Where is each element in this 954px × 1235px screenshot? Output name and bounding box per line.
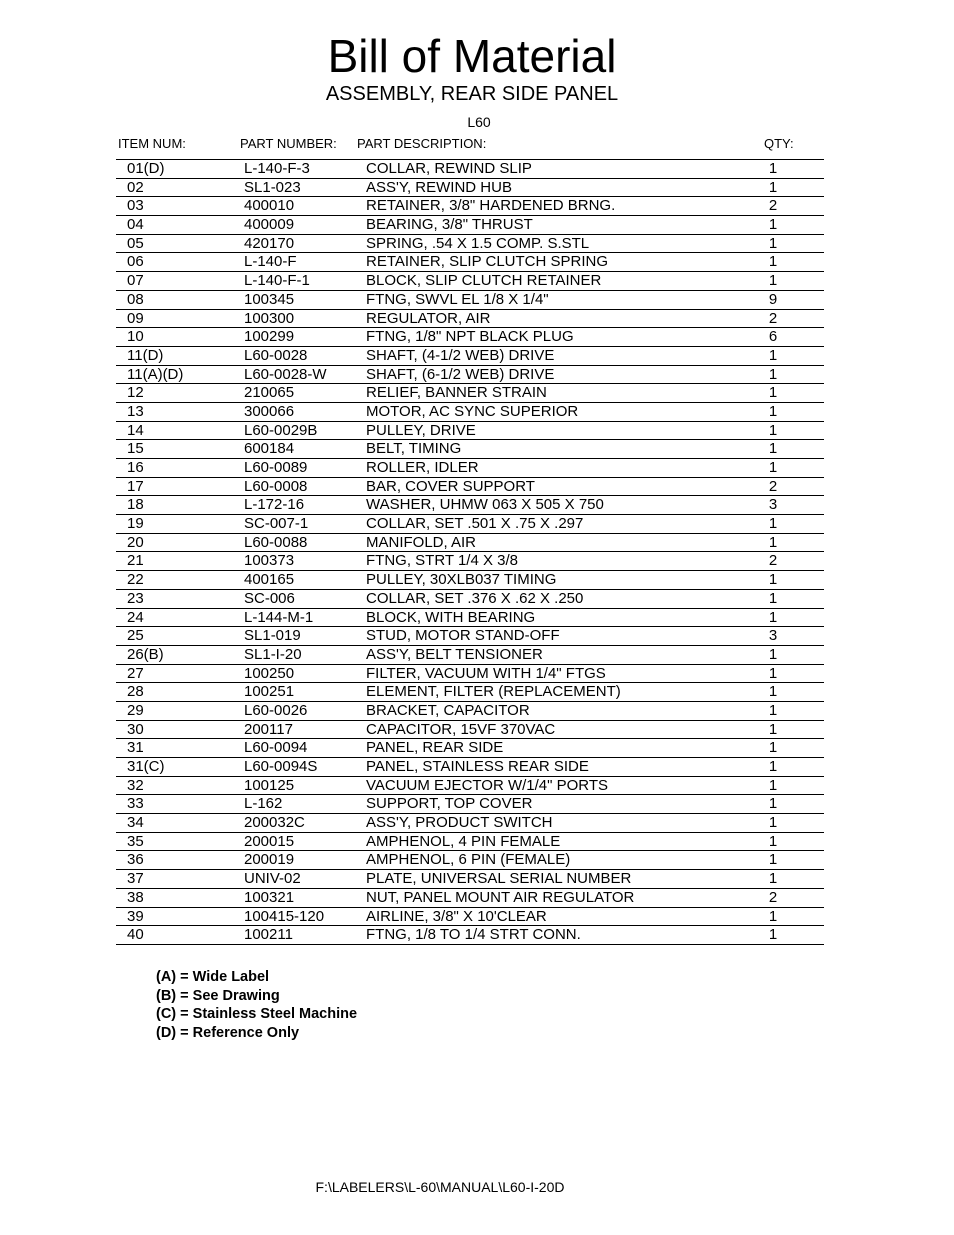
part-number-cell: 100211 bbox=[244, 926, 293, 944]
qty-cell: 1 bbox=[768, 440, 778, 458]
part-description-cell: PULLEY, DRIVE bbox=[366, 421, 476, 439]
qty-cell: 1 bbox=[768, 683, 778, 701]
item-num-cell: 22 bbox=[127, 571, 144, 589]
table-row bbox=[116, 403, 824, 422]
qty-cell: 2 bbox=[768, 197, 778, 215]
part-number-cell: L-172-16 bbox=[244, 496, 305, 514]
part-description-cell: NUT, PANEL MOUNT AIR REGULATOR bbox=[366, 888, 635, 906]
qty-cell: 1 bbox=[768, 664, 778, 682]
qty-cell: 1 bbox=[768, 234, 778, 252]
qty-cell: 1 bbox=[768, 515, 778, 533]
item-num-cell: 28 bbox=[127, 683, 144, 701]
table-row bbox=[116, 384, 824, 403]
part-description-cell: SHAFT, (6-1/2 WEB) DRIVE bbox=[366, 365, 555, 383]
part-description-cell: SHAFT, (4-1/2 WEB) DRIVE bbox=[366, 346, 555, 364]
part-description-cell: BLOCK, WITH BEARING bbox=[366, 608, 536, 626]
part-number-cell: L60-0028 bbox=[244, 346, 308, 364]
part-description-cell: BRACKET, CAPACITOR bbox=[366, 701, 530, 719]
part-number-cell: 100251 bbox=[244, 683, 295, 701]
bom-table bbox=[116, 159, 824, 945]
part-description-cell: ROLLER, IDLER bbox=[366, 459, 479, 476]
item-num-cell: 35 bbox=[127, 832, 144, 850]
table-row bbox=[116, 310, 824, 329]
table-row bbox=[116, 253, 824, 272]
assembly-subtitle: ASSEMBLY, REAR SIDE PANEL bbox=[325, 83, 619, 105]
part-number-cell: L60-0008 bbox=[244, 477, 308, 495]
qty-cell: 2 bbox=[768, 552, 778, 570]
table-row bbox=[116, 478, 824, 497]
item-num-cell: 37 bbox=[127, 870, 144, 888]
qty-cell: 1 bbox=[768, 720, 778, 738]
table-row bbox=[116, 777, 824, 796]
qty-cell: 1 bbox=[768, 926, 778, 944]
qty-cell: 1 bbox=[768, 533, 778, 551]
part-description-cell: MOTOR, AC SYNC SUPERIOR bbox=[366, 402, 579, 420]
part-description-cell: ASS'Y, REWIND HUB bbox=[366, 178, 512, 196]
table-row bbox=[116, 515, 824, 534]
table-row bbox=[116, 758, 824, 777]
part-description-cell: FTNG, STRT 1/4 X 3/8 bbox=[366, 552, 518, 570]
qty-cell: 1 bbox=[768, 421, 778, 439]
part-number-cell: 200019 bbox=[244, 851, 295, 869]
part-number-cell: 100300 bbox=[244, 309, 295, 327]
part-description-cell: ASS'Y, PRODUCT SWITCH bbox=[366, 814, 553, 832]
item-num-cell: 14 bbox=[127, 421, 144, 439]
table-row bbox=[116, 160, 824, 179]
column-header-part-number: PART NUMBER: bbox=[240, 136, 337, 151]
part-description-cell: SUPPORT, TOP COVER bbox=[366, 795, 533, 813]
part-number-cell: SL1-019 bbox=[244, 627, 301, 645]
item-num-cell: 06 bbox=[127, 253, 144, 271]
part-number-cell: 420170 bbox=[244, 234, 295, 252]
item-num-cell: 04 bbox=[127, 216, 144, 234]
part-number-cell: L-140-F-3 bbox=[244, 160, 310, 177]
part-description-cell: FTNG, SWVL EL 1/8 X 1/4" bbox=[366, 290, 549, 308]
part-number-cell: 200117 bbox=[244, 720, 293, 738]
part-number-cell: L60-0094S bbox=[244, 758, 318, 775]
part-description-cell: STUD, MOTOR STAND-OFF bbox=[366, 627, 560, 645]
item-num-cell: 19 bbox=[127, 515, 144, 533]
part-description-cell: FILTER, VACUUM WITH 1/4" FTGS bbox=[366, 664, 606, 682]
table-row bbox=[116, 197, 824, 216]
part-description-cell: RELIEF, BANNER STRAIN bbox=[366, 384, 547, 402]
table-row bbox=[116, 459, 824, 478]
part-number-cell: 100250 bbox=[244, 664, 295, 682]
part-description-cell: SPRING, .54 X 1.5 COMP. S.STL bbox=[366, 234, 590, 252]
item-num-cell: 21 bbox=[127, 552, 144, 570]
item-num-cell: 17 bbox=[127, 477, 144, 495]
part-description-cell: PLATE, UNIVERSAL SERIAL NUMBER bbox=[366, 870, 632, 888]
qty-cell: 1 bbox=[768, 645, 778, 663]
part-number-cell: 200015 bbox=[244, 832, 295, 850]
item-num-cell: 01(D) bbox=[127, 160, 165, 177]
part-number-cell: 210065 bbox=[244, 384, 295, 402]
qty-cell: 2 bbox=[768, 888, 778, 906]
table-row bbox=[116, 646, 824, 665]
qty-cell: 1 bbox=[768, 178, 778, 196]
qty-cell: 1 bbox=[768, 907, 778, 925]
item-num-cell: 03 bbox=[127, 197, 144, 215]
part-number-cell: L60-0094 bbox=[244, 739, 308, 757]
item-num-cell: 15 bbox=[127, 440, 144, 458]
item-num-cell: 18 bbox=[127, 496, 144, 514]
item-num-cell: 12 bbox=[127, 384, 144, 402]
legend-note: (D) = Reference Only bbox=[156, 1024, 300, 1041]
qty-cell: 2 bbox=[768, 309, 778, 327]
qty-cell: 1 bbox=[768, 739, 778, 757]
qty-cell: 1 bbox=[768, 216, 778, 234]
table-row bbox=[116, 739, 824, 758]
item-num-cell: 16 bbox=[127, 459, 144, 476]
part-number-cell: L-140-F bbox=[244, 253, 297, 271]
part-number-cell: SC-007-1 bbox=[244, 515, 309, 533]
part-number-cell: 100373 bbox=[244, 552, 295, 570]
legend-note: (A) = Wide Label bbox=[156, 969, 270, 985]
item-num-cell: 25 bbox=[127, 627, 144, 645]
table-row bbox=[116, 870, 824, 889]
part-description-cell: BELT, TIMING bbox=[366, 440, 462, 458]
table-row bbox=[116, 851, 824, 870]
item-num-cell: 11(D) bbox=[127, 346, 164, 364]
table-row bbox=[116, 590, 824, 609]
part-number-cell: 100415-120 bbox=[244, 907, 325, 925]
table-row bbox=[116, 908, 824, 927]
part-description-cell: ASS'Y, BELT TENSIONER bbox=[366, 645, 543, 663]
part-number-cell: SL1-I-20 bbox=[244, 645, 302, 663]
qty-cell: 1 bbox=[768, 384, 778, 402]
table-row bbox=[116, 347, 824, 366]
item-num-cell: 30 bbox=[127, 720, 144, 738]
table-row bbox=[116, 235, 824, 254]
part-number-cell: 100321 bbox=[244, 888, 295, 906]
table-row bbox=[116, 571, 824, 590]
table-row bbox=[116, 534, 824, 553]
qty-cell: 1 bbox=[768, 160, 778, 177]
qty-cell: 1 bbox=[768, 459, 778, 476]
page-title: Bill of Material bbox=[327, 30, 617, 82]
item-num-cell: 10 bbox=[127, 328, 144, 346]
part-number-cell: L60-0028-W bbox=[244, 365, 327, 383]
part-description-cell: COLLAR, REWIND SLIP bbox=[366, 160, 532, 177]
qty-cell: 2 bbox=[768, 477, 778, 495]
qty-cell: 3 bbox=[768, 627, 778, 645]
item-num-cell: 07 bbox=[127, 272, 144, 290]
part-description-cell: AIRLINE, 3/8" X 10'CLEAR bbox=[366, 907, 547, 925]
part-number-cell: 400165 bbox=[244, 571, 295, 589]
column-header-item-num: ITEM NUM: bbox=[118, 136, 186, 151]
item-num-cell: 26(B) bbox=[127, 645, 164, 663]
part-number-cell: UNIV-02 bbox=[244, 870, 301, 888]
table-row bbox=[116, 721, 824, 740]
qty-cell: 9 bbox=[768, 290, 778, 308]
part-description-cell: MANIFOLD, AIR bbox=[366, 533, 477, 551]
table-row bbox=[116, 366, 824, 385]
part-description-cell: REGULATOR, AIR bbox=[366, 309, 491, 327]
qty-cell: 1 bbox=[768, 365, 778, 383]
legend-notes bbox=[156, 968, 357, 1042]
item-num-cell: 32 bbox=[127, 776, 144, 794]
item-num-cell: 11(A)(D) bbox=[127, 365, 184, 383]
qty-cell: 1 bbox=[768, 571, 778, 589]
part-description-cell: PANEL, STAINLESS REAR SIDE bbox=[366, 758, 589, 775]
part-number-cell: SL1-023 bbox=[244, 178, 301, 196]
part-number-cell: L-144-M-1 bbox=[244, 608, 314, 626]
part-number-cell: 100345 bbox=[244, 290, 295, 308]
item-num-cell: 05 bbox=[127, 234, 144, 252]
table-row bbox=[116, 496, 824, 515]
qty-cell: 6 bbox=[768, 328, 778, 346]
qty-cell: 1 bbox=[768, 346, 778, 364]
item-num-cell: 31(C) bbox=[127, 758, 165, 775]
part-number-cell: L60-0088 bbox=[244, 533, 308, 551]
table-row bbox=[116, 422, 824, 441]
qty-cell: 1 bbox=[768, 402, 778, 420]
part-description-cell: COLLAR, SET .376 X .62 X .250 bbox=[366, 589, 584, 607]
table-row bbox=[116, 665, 824, 684]
item-num-cell: 38 bbox=[127, 888, 144, 906]
part-number-cell: L60-0026 bbox=[244, 701, 308, 719]
item-num-cell: 02 bbox=[127, 178, 144, 196]
qty-cell: 1 bbox=[768, 814, 778, 832]
table-row bbox=[116, 291, 824, 310]
part-description-cell: BAR, COVER SUPPORT bbox=[366, 477, 535, 495]
column-header-part-description: PART DESCRIPTION: bbox=[357, 136, 487, 151]
qty-cell: 1 bbox=[768, 851, 778, 869]
qty-cell: 1 bbox=[768, 272, 778, 290]
part-description-cell: ELEMENT, FILTER (REPLACEMENT) bbox=[366, 683, 621, 701]
item-num-cell: 29 bbox=[127, 701, 144, 719]
part-description-cell: RETAINER, 3/8" HARDENED BRNG. bbox=[366, 197, 616, 215]
part-description-cell: FTNG, 1/8 TO 1/4 STRT CONN. bbox=[366, 926, 581, 944]
part-description-cell: WASHER, UHMW 063 X 505 X 750 bbox=[366, 496, 604, 514]
item-num-cell: 08 bbox=[127, 290, 144, 308]
qty-cell: 1 bbox=[768, 776, 778, 794]
table-row bbox=[116, 702, 824, 721]
table-row bbox=[116, 795, 824, 814]
item-num-cell: 31 bbox=[127, 739, 144, 757]
part-description-cell: AMPHENOL, 6 PIN (FEMALE) bbox=[366, 851, 571, 869]
item-num-cell: 33 bbox=[127, 795, 144, 813]
qty-cell: 1 bbox=[768, 832, 778, 850]
table-row bbox=[116, 328, 824, 347]
part-description-cell: PULLEY, 30XLB037 TIMING bbox=[366, 571, 557, 589]
item-num-cell: 09 bbox=[127, 309, 144, 327]
table-row bbox=[116, 552, 824, 571]
part-description-cell: AMPHENOL, 4 PIN FEMALE bbox=[366, 832, 561, 850]
part-number-cell: 400010 bbox=[244, 197, 295, 215]
model-label: L60 bbox=[467, 114, 491, 130]
qty-cell: 1 bbox=[768, 870, 778, 888]
table-row bbox=[116, 889, 824, 908]
table-row bbox=[116, 272, 824, 291]
table-row bbox=[116, 926, 824, 945]
item-num-cell: 13 bbox=[127, 402, 144, 420]
item-num-cell: 40 bbox=[127, 926, 144, 944]
item-num-cell: 27 bbox=[127, 664, 144, 682]
table-row bbox=[116, 440, 824, 459]
part-number-cell: 300066 bbox=[244, 402, 295, 420]
part-description-cell: COLLAR, SET .501 X .75 X .297 bbox=[366, 515, 584, 533]
table-row bbox=[116, 833, 824, 852]
part-number-cell: L60-0089 bbox=[244, 459, 308, 476]
qty-cell: 1 bbox=[768, 701, 778, 719]
qty-cell: 3 bbox=[768, 496, 778, 514]
legend-note: (B) = See Drawing bbox=[156, 987, 280, 1004]
part-description-cell: VACUUM EJECTOR W/1/4" PORTS bbox=[366, 776, 609, 794]
part-number-cell: 600184 bbox=[244, 440, 295, 458]
item-num-cell: 20 bbox=[127, 533, 144, 551]
legend-note: (C) = Stainless Steel Machine bbox=[156, 1006, 358, 1022]
item-num-cell: 39 bbox=[127, 907, 144, 925]
table-row bbox=[116, 814, 824, 833]
table-row bbox=[116, 179, 824, 198]
column-header-qty: QTY: bbox=[764, 136, 794, 151]
part-description-cell: BLOCK, SLIP CLUTCH RETAINER bbox=[366, 272, 602, 290]
part-number-cell: L-162 bbox=[244, 795, 283, 813]
part-number-cell: 100125 bbox=[244, 776, 295, 794]
item-num-cell: 23 bbox=[127, 589, 144, 607]
qty-cell: 1 bbox=[768, 795, 778, 813]
part-number-cell: 100299 bbox=[244, 328, 295, 346]
item-num-cell: 24 bbox=[127, 608, 144, 626]
qty-cell: 1 bbox=[768, 253, 778, 271]
qty-cell: 1 bbox=[768, 758, 778, 775]
table-row bbox=[116, 683, 824, 702]
part-description-cell: CAPACITOR, 15VF 370VAC bbox=[366, 720, 556, 738]
table-row bbox=[116, 627, 824, 646]
part-number-cell: SC-006 bbox=[244, 589, 295, 607]
qty-cell: 1 bbox=[768, 608, 778, 626]
part-number-cell: 200032C bbox=[244, 814, 305, 832]
item-num-cell: 36 bbox=[127, 851, 144, 869]
part-number-cell: L60-0029B bbox=[244, 421, 318, 439]
item-num-cell: 34 bbox=[127, 814, 144, 832]
file-path-footer: F:\LABELERS\L-60\MANUAL\L60-I-20D bbox=[315, 1179, 565, 1195]
part-description-cell: FTNG, 1/8" NPT BLACK PLUG bbox=[366, 328, 574, 346]
part-number-cell: L-140-F-1 bbox=[244, 272, 310, 290]
table-row bbox=[116, 216, 824, 235]
table-row bbox=[116, 609, 824, 628]
qty-cell: 1 bbox=[768, 589, 778, 607]
part-description-cell: BEARING, 3/8" THRUST bbox=[366, 216, 533, 234]
part-number-cell: 400009 bbox=[244, 216, 295, 234]
part-description-cell: PANEL, REAR SIDE bbox=[366, 739, 504, 757]
part-description-cell: RETAINER, SLIP CLUTCH SPRING bbox=[366, 253, 608, 271]
